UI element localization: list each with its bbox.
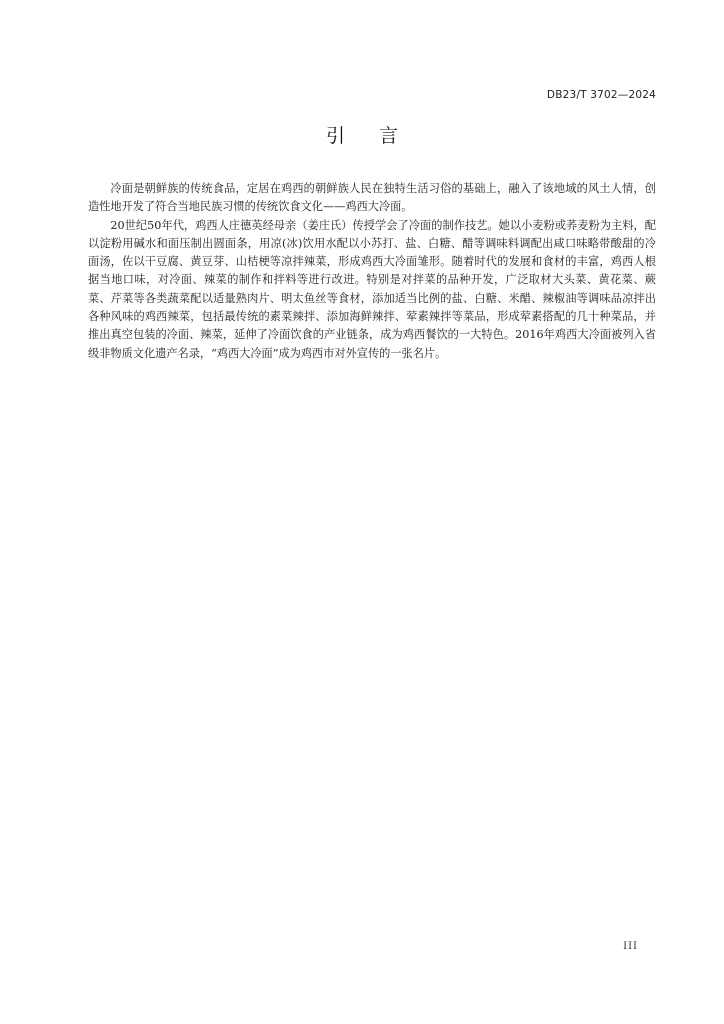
page-number: III [623, 941, 638, 952]
standard-code: DB23/T 3702—2024 [546, 89, 656, 101]
paragraph: 20世纪50年代，鸡西人庄德英经母亲（姜庄氏）传授学会了冷面的制作技艺。她以小麦粉或荞麦粉为主料，配以淀粉用碱水和面压制出圆面条，用凉(冰)饮用水配以小苏打、盐、白糖、醋等调味料调配出咸口味略带酸甜的冷面汤，佐以干豆腐、黄豆芽、山桔梗等凉拌辣菜，形成鸡西大冷面雏形。随着时代的发展和食材的丰富，鸡西人根据当地口味，对冷面、辣菜的制作和拌料等进行改进。特别是对拌菜的品种开发，广泛取材大头菜、黄花菜、蕨菜、芹菜等各类蔬菜配以适量熟肉片、明太鱼丝等食材，添加适当比例的盐、白糖、米醋、辣椒油等调味品凉拌出各种风味的鸡西辣菜，包括最传统的素菜辣拌、添加海鲜辣拌、荤素辣拌等菜品，形成荤素搭配的几十种菜品，并推出真空包装的冷面、辣菜，延伸了冷面饮食的产业链条，成为鸡西餐饮的一大特色。2016年鸡西大冷面被列入省级非物质文化遗产名录，“鸡西大冷面”成为鸡西市对外宣传的一张名片。 [88, 218, 656, 360]
section-title: 引言 [325, 125, 432, 147]
body-text [88, 180, 656, 363]
paragraph: 冷面是朝鲜族的传统食品，定居在鸡西的朝鲜族人民在独特生活习俗的基础上，融入了该地域的风土人情，创造性地开发了符合当地民族习惯的传统饮食文化——鸡西大冷面。 [88, 182, 656, 214]
